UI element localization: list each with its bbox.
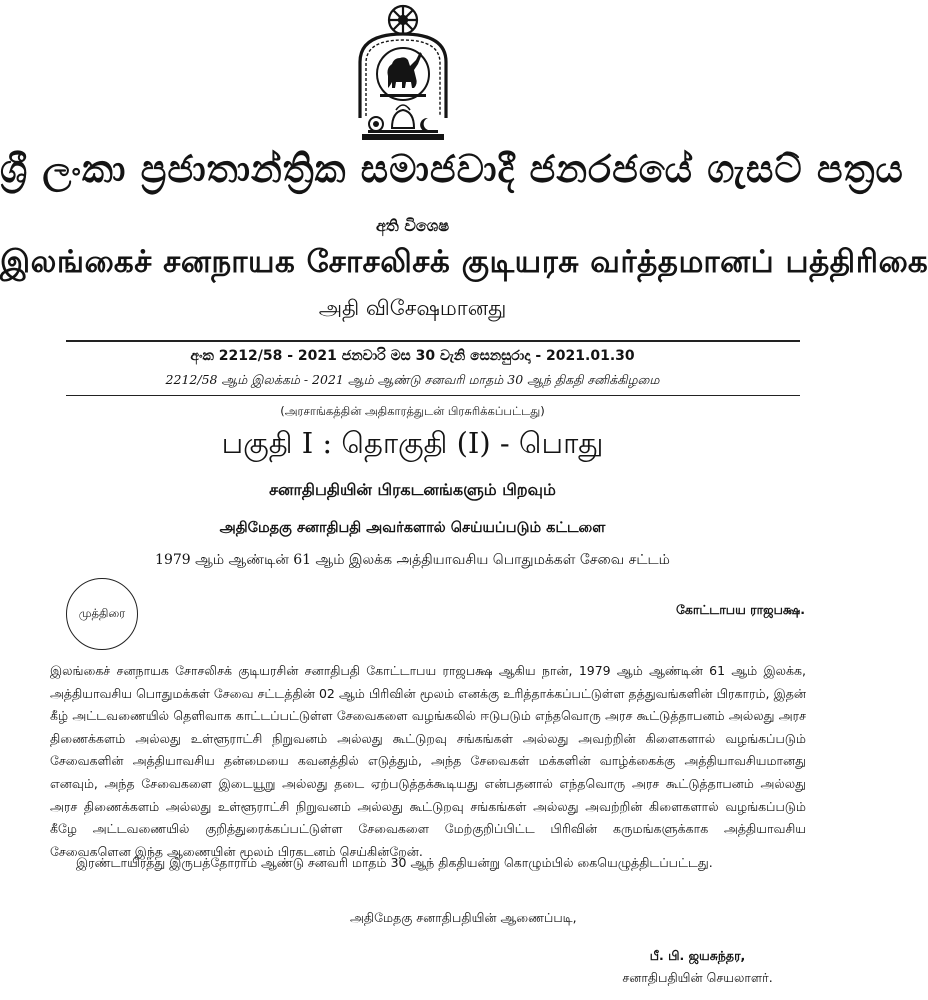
sinhala-issue-line: අංක 2212/58 - 2021 ජනවාරි මස 30 වැනි සෙනසුරාදා - 2021.01.30 (190, 348, 635, 364)
part-title: பகுதி I : தொகுதி (I) - பொது (221, 426, 604, 460)
secretary-title: சனாதிபதியின் செயலாளர். (622, 970, 773, 985)
header-divider (66, 340, 800, 342)
section-title: சனாதிபதியின் பிரகடனங்களும் பிறவும் (269, 480, 556, 499)
by-order-line: அதிமேதகு சனாதிபதியின் ஆணைப்படி, (350, 910, 577, 925)
seal-circle (66, 578, 138, 650)
emblem-base (362, 134, 444, 140)
president-signature-name: கோட்டாபய ராஜபக்ஷ. (675, 602, 805, 617)
order-title: அதிமேதகு சனாதிபதி அவர்களால் செய்யப்படும் கட்டளை (219, 520, 606, 536)
moon-icon (420, 118, 432, 132)
body-paragraph-1: இலங்கைச் சனநாயக சோசலிசக் குடியரசின் சனாதிபதி கோட்டாபய ராஜபக்ஷ ஆகிய நான், 1979 ஆம் ஆண்டின் 61 ஆம் இலக்க, அத்தியாவசிய பொதுமக்கள் சேவை சட்டத்தின் 02 ஆம் பிரிவின் மூலம் எனக்கு உரித்தாக்கப்பட்டுள்ள தத்துவங்களின் பிரகாரம், இதன் கீழ் அட்டவணையில் தெளிவாக காட்டப்பட்டுள்ள சேவைகளை வழங்கலில் ஈடுபடும் எந்தவொரு அரச கூட்டுத்தாபனம் அல்லது அரச திணைக்களம் அல்லது உள்ளூராட்சி நிறுவனம் அல்லது கூட்டுறவு சங்கங்கள் அல்லது அவற்றின் கிளைகளால் வழங்கப்படும் சேவைகளின் அத்தியாவசிய தன்மையை கவனத்தில் எடுத்தும், அந்த சேவைகள் மக்களின் வாழ்க்கைக்கு அத்தியாவசியமானது எனவும், அந்த சேவைகளை இடையூறு அல்லது தடை ஏற்படுத்தக்கூடியது என்பதனால் எந்தவொரு அரச கூட்டுத்தாபனம் அல்லது அரச திணைக்களம் அல்லது உள்ளூராட்சி நிறுவனம் அல்லது கூட்டுறவு சங்கங்கள் அல்லது அவற்றின் கிளைகளால் வழங்கப்படும் கீழே அட்டவணையில் குறித்துரைக்கப்பட்டுள்ள சேவைகளை மேற்குறிப்பிட்ட பிரிவின் கருமங்களுக்காக அத்தியாவசிய சேவைகளென இந்த ஆணையின் மூலம் பிரகடனம் செய்கின்றேன். (50, 663, 806, 859)
tamil-gazette-title: இலங்கைச் சனநாயக சோசலிசக் குடியரசு வர்த்தமானப் பத்திரிகை (0, 244, 928, 280)
sinhala-gazette-title: ශ්‍රී ලංකා ප්‍රජාතාන්ත්‍රික සමාජවාදී ජනරජයේ ගැසට් පත්‍රය (0, 146, 904, 191)
act-title: 1979 ஆம் ஆண்டின் 61 ஆம் இலக்க அத்தியாவசிய பொதுமக்கள் சேவை சட்டம் (155, 552, 670, 568)
sinhala-extraordinary-label: අති විශෙෂ (375, 216, 450, 235)
vase-icon (392, 110, 414, 128)
body-paragraph-2: இரண்டாயிரத்து இருபத்தோராம் ஆண்டு சனவரி மாதம் 30 ஆந் திகதியன்று கொழும்பில் கையெழுத்திடப்பட்டது. (76, 855, 713, 870)
tamil-extraordinary-label: அதி விசேஷமானது (318, 296, 507, 320)
authority-line: (அரசாங்கத்தின் அதிகாரத்துடன் பிரசுரிக்கப்பட்டது) (280, 404, 545, 418)
tamil-issue-line: 2212/58 ஆம் இலக்கம் - 2021 ஆம் ஆண்டு சனவரி மாதம் 30 ஆந் திகதி சனிக்கிழமை (165, 372, 660, 387)
secretary-name: பீ. பி. ஜயசுந்தர, (649, 948, 746, 963)
lion-icon (388, 52, 423, 88)
seal-label: முத்திரை (78, 606, 126, 620)
sri-lanka-emblem-icon (348, 0, 458, 145)
issue-divider (66, 395, 800, 396)
